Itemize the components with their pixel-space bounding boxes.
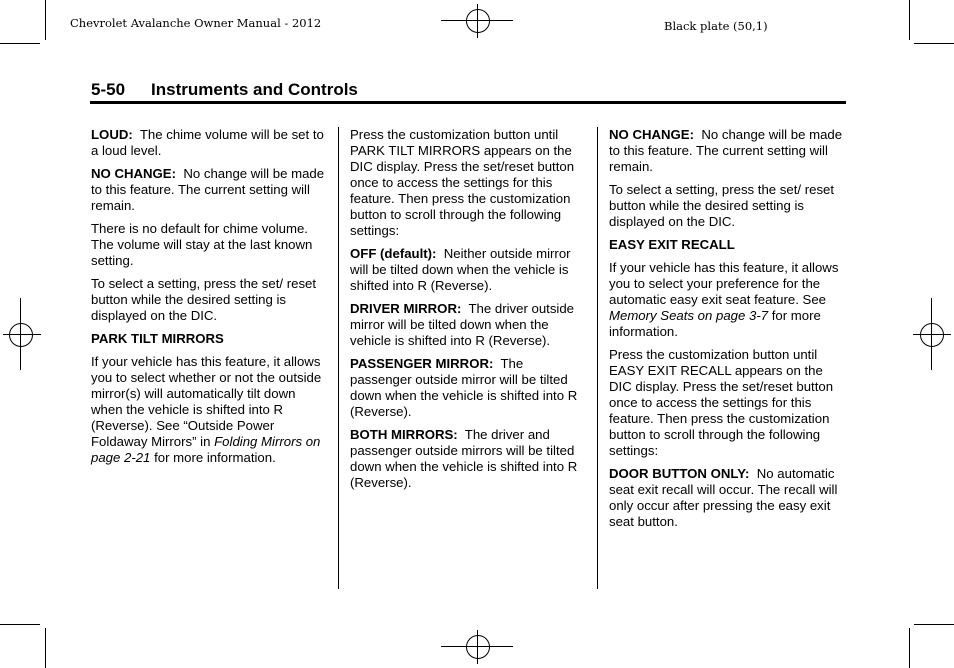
- body-text: for more information.: [609, 308, 821, 339]
- setting-text: The chime volume will be set to a loud level.: [91, 127, 324, 158]
- setting-text: No change will be made to this feature. The current setting will remain.: [91, 166, 325, 213]
- paragraph: [350, 301, 586, 349]
- title-rule: [90, 101, 846, 104]
- header-manual-name: Chevrolet Avalanche Owner Manual - 2012: [70, 16, 322, 30]
- paragraph: There is no default for chime volume. The volume will stay at the last known setting.: [91, 221, 313, 268]
- body-text: for more information.: [154, 450, 276, 465]
- cross-reference: Folding Mirrors on page 2-21: [91, 434, 321, 465]
- crop-mark-bottom-left-v: [45, 628, 46, 668]
- crop-mark-top-left-v: [45, 0, 46, 40]
- body-text: If your vehicle has this feature, it allows you to select your preference for the automatic easy exit seat feature. See: [609, 260, 839, 307]
- column-3: [609, 127, 849, 537]
- crop-mark-bottom-right-v: [909, 628, 910, 668]
- paragraph: [609, 127, 849, 175]
- setting-label: DRIVER MIRROR:: [350, 301, 462, 316]
- setting-label: NO CHANGE:: [91, 166, 176, 181]
- paragraph: To select a setting, press the set/ reset button while the desired setting is displayed on the DIC.: [609, 182, 835, 229]
- paragraph: Press the customization button until PARK TILT MIRRORS appears on the DIC display. Press the set/reset button once to access the settings for this feature. Then press the customization button to scroll through the following settings:: [350, 127, 575, 238]
- header-plate-info: Black plate (50,1): [664, 19, 768, 33]
- column-2: [350, 127, 586, 498]
- setting-text: The driver and passenger outside mirrors will be tilted down when the vehicle is shifted into R (Reverse).: [350, 427, 578, 490]
- column-divider-2: [597, 127, 598, 589]
- paragraph: [350, 427, 586, 491]
- crop-mark-bottom-right-h: [914, 624, 954, 625]
- paragraph: [609, 260, 849, 340]
- setting-text: No automatic seat exit recall will occur. The recall will only occur after pressing the easy exit seat button.: [609, 466, 838, 529]
- section-heading: EASY EXIT RECALL: [609, 237, 735, 252]
- section-heading: PARK TILT MIRRORS: [91, 331, 224, 346]
- paragraph: [91, 127, 327, 159]
- setting-label: DOOR BUTTON ONLY:: [609, 466, 750, 481]
- column-1: [91, 127, 327, 473]
- column-divider-1: [338, 127, 339, 589]
- paragraph: [91, 166, 327, 214]
- paragraph: [350, 356, 586, 420]
- paragraph: [609, 466, 849, 530]
- body-text: If your vehicle has this feature, it allows you to select whether or not the outside mirror(s) will automatically tilt down when the vehicle is shifted into R (Reverse). See “Outside Power Foldaway Mirrors” in: [91, 354, 322, 449]
- setting-text: The passenger outside mirror will be tilted down when the vehicle is shifted into R (Reverse).: [350, 356, 578, 419]
- page-title: [91, 80, 358, 100]
- cross-reference: Memory Seats on page 3-7: [609, 308, 769, 323]
- crop-mark-bottom-left-h: [0, 624, 40, 625]
- setting-label: NO CHANGE:: [609, 127, 694, 142]
- section-title: Instruments and Controls: [151, 80, 358, 99]
- paragraph: [91, 354, 327, 466]
- setting-text: No change will be made to this feature. The current setting will remain.: [609, 127, 843, 174]
- setting-label: PASSENGER MIRROR:: [350, 356, 494, 371]
- setting-label: OFF (default):: [350, 246, 437, 261]
- page-number: 5-50: [91, 80, 126, 99]
- paragraph: Press the customization button until EASY EXIT RECALL appears on the DIC display. Press the set/reset button once to access the settings for this feature. Then press the customization button to scroll through the following settings:: [609, 347, 834, 458]
- crop-mark-top-left-h: [0, 43, 40, 44]
- crop-mark-top-right-h: [914, 43, 954, 44]
- paragraph: [350, 246, 586, 294]
- setting-label: LOUD:: [91, 127, 133, 142]
- setting-label: BOTH MIRRORS:: [350, 427, 458, 442]
- crop-mark-top-right-v: [909, 0, 910, 40]
- setting-text: Neither outside mirror will be tilted down when the vehicle is shifted into R (Reverse).: [350, 246, 571, 293]
- paragraph: To select a setting, press the set/ reset button while the desired setting is displayed on the DIC.: [91, 276, 317, 323]
- setting-text: The driver outside mirror will be tilted down when the vehicle is shifted into R (Reverse).: [350, 301, 575, 348]
